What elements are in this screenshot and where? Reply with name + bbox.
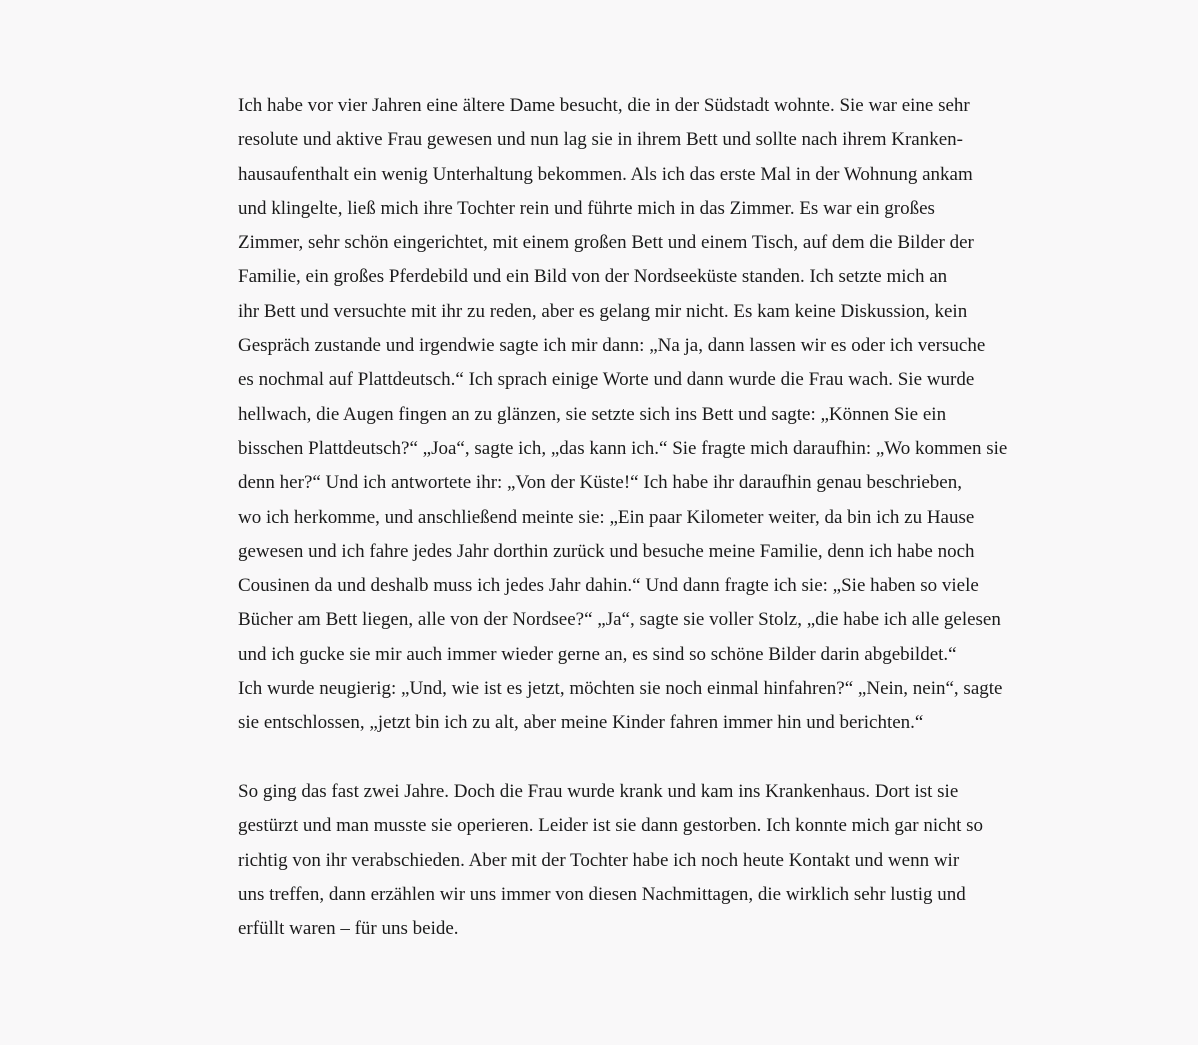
text-line: uns treffen, dann erzählen wir uns immer von diesen Nachmittagen, die wirklich sehr lustig und [238,883,966,905]
text-line: erfüllt waren – für uns beide. [238,918,459,940]
text-line: richtig von ihr verabschieden. Aber mit der Tochter habe ich noch heute Kontakt und wenn wir [238,849,960,871]
paragraph-spacer [238,741,1058,775]
paragraph-1 [238,89,1058,741]
text-line: Familie, ein großes Pferdebild und ein Bild von der Nordseeküste standen. Ich setzte mich an [238,266,948,288]
text-line: es nochmal auf Plattdeutsch.“ Ich sprach einige Worte und dann wurde die Frau wach. Sie wurde [238,369,975,391]
text-line: resolute und aktive Frau gewesen und nun lag sie in ihrem Bett und sollte nach ihrem Kranken- [238,129,963,151]
text-line: Cousinen da und deshalb muss ich jedes Jahr dahin.“ Und dann fragte ich sie: „Sie haben so viele [238,575,979,597]
body-text [238,89,1058,946]
text-line: Ich wurde neugierig: „Und, wie ist es jetzt, möchten sie noch einmal hinfahren?“ „Nein, nein“, sagte [238,678,1003,700]
text-line: bisschen Plattdeutsch?“ „Joa“, sagte ich, „das kann ich.“ Sie fragte mich daraufhin: „Wo kommen sie [238,437,1008,459]
paragraph-2 [238,775,1058,946]
text-line: ihr Bett und versuchte mit ihr zu reden, aber es gelang mir nicht. Es kam keine Diskussion, kein [238,300,968,322]
text-line: Bücher am Bett liegen, alle von der Nordsee?“ „Ja“, sagte sie voller Stolz, „die habe ich alle gelesen [238,609,1001,631]
text-line: Zimmer, sehr schön eingerichtet, mit einem großen Bett und einem Tisch, auf dem die Bilder der [238,232,974,254]
text-line: denn her?“ Und ich antwortete ihr: „Von der Küste!“ Ich habe ihr daraufhin genau beschrieben, [238,472,962,494]
text-line: hellwach, die Augen fingen an zu glänzen, sie setzte sich ins Bett und sagte: „Können Sie ein [238,403,947,425]
text-line: wo ich herkomme, und anschließend meinte sie: „Ein paar Kilometer weiter, da bin ich zu Hause [238,506,975,528]
text-line: Ich habe vor vier Jahren eine ältere Dame besucht, die in der Südstadt wohnte. Sie war eine sehr [238,95,970,116]
text-line: Gespräch zustande und irgendwie sagte ich mir dann: „Na ja, dann lassen wir es oder ich versuche [238,335,986,357]
text-line: und klingelte, ließ mich ihre Tochter rein und führte mich in das Zimmer. Es war ein großes [238,197,935,219]
text-line: hausaufenthalt ein wenig Unterhaltung bekommen. Als ich das erste Mal in der Wohnung ankam [238,163,973,185]
text-line: gestürzt und man musste sie operieren. Leider ist sie dann gestorben. Ich konnte mich gar nicht so [238,815,984,837]
text-line: So ging das fast zwei Jahre. Doch die Frau wurde krank und kam ins Krankenhaus. Dort ist sie [238,780,959,802]
text-line: sie entschlossen, „jetzt bin ich zu alt, aber meine Kinder fahren immer hin und berichten.“ [238,712,924,734]
text-line: und ich gucke sie mir auch immer wieder gerne an, es sind so schöne Bilder darin abgebildet.“ [238,643,957,665]
text-line: gewesen und ich fahre jedes Jahr dorthin zurück und besuche meine Familie, denn ich habe noch [238,540,975,562]
